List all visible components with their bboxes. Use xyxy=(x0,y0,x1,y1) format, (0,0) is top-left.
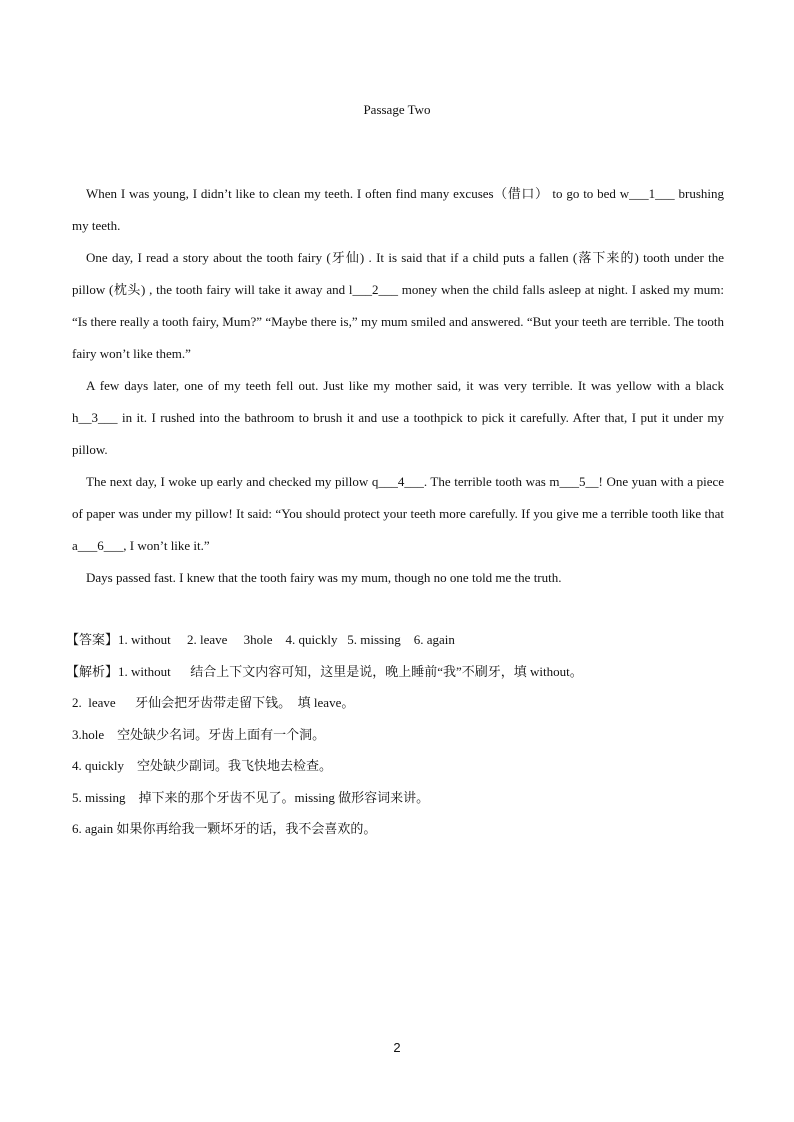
paragraph-2: One day, I read a story about the tooth fairy (牙仙) . It is said that if a child puts a fallen (落下来的) tooth under the pillow (枕头) , the tooth fairy will take it away and l___2___ money when the child falls asleep at night. I asked my mum: “Is there really a tooth fairy, Mum?” “Maybe there is,” my mum smiled and answered. “But your teeth are terrible. The tooth fairy won’t like them.” xyxy=(72,250,724,361)
passage-body xyxy=(72,178,724,594)
explanation-line-5: 5. missing 掉下来的那个牙齿不见了。missing 做形容词来讲。 xyxy=(72,789,430,805)
explanation-line-1: 【解析】1. without 结合上下文内容可知，这里是说，晚上睡前“我”不刷牙，填 without。 xyxy=(66,663,583,679)
paragraph-4: The next day, I woke up early and checked my pillow q___4___. The terrible tooth was m___5__! One yuan with a piece of paper was under my pillow! It said: “You should protect your teeth more carefully. If you give me a terrible tooth like that a___6___, I won’t like it.” xyxy=(72,474,724,553)
answer-key-line: 【答案】1. without 2. leave 3hole 4. quickly 5. missing 6. again xyxy=(66,632,455,647)
answer-section xyxy=(66,624,724,845)
explanation-line-3: 3.hole 空处缺少名词。牙齿上面有一个洞。 xyxy=(72,726,326,742)
paragraph-5: Days passed fast. I knew that the tooth fairy was my mum, though no one told me the truth. xyxy=(86,570,562,585)
passage-title: Passage Two xyxy=(363,102,431,117)
paragraph-3: A few days later, one of my teeth fell out. Just like my mother said, it was very terrible. It was yellow with a black h__3___ in it. I rushed into the bathroom to brush it and use a toothpick to pick it carefully. After that, I put it under my pillow. xyxy=(72,378,724,457)
explanation-line-4: 4. quickly 空处缺少副词。我飞快地去检查。 xyxy=(72,758,332,773)
explanation-line-6: 6. again 如果你再给我一颗坏牙的话，我不会喜欢的。 xyxy=(72,821,377,836)
paragraph-1: When I was young, I didn’t like to clean my teeth. I often find many excuses（借口） to go to bed w___1___ brushing my teeth. xyxy=(72,186,724,233)
explanation-line-2: 2. leave 牙仙会把牙齿带走留下钱。 填 leave。 xyxy=(72,695,355,710)
page-number: 2 xyxy=(393,1040,401,1055)
